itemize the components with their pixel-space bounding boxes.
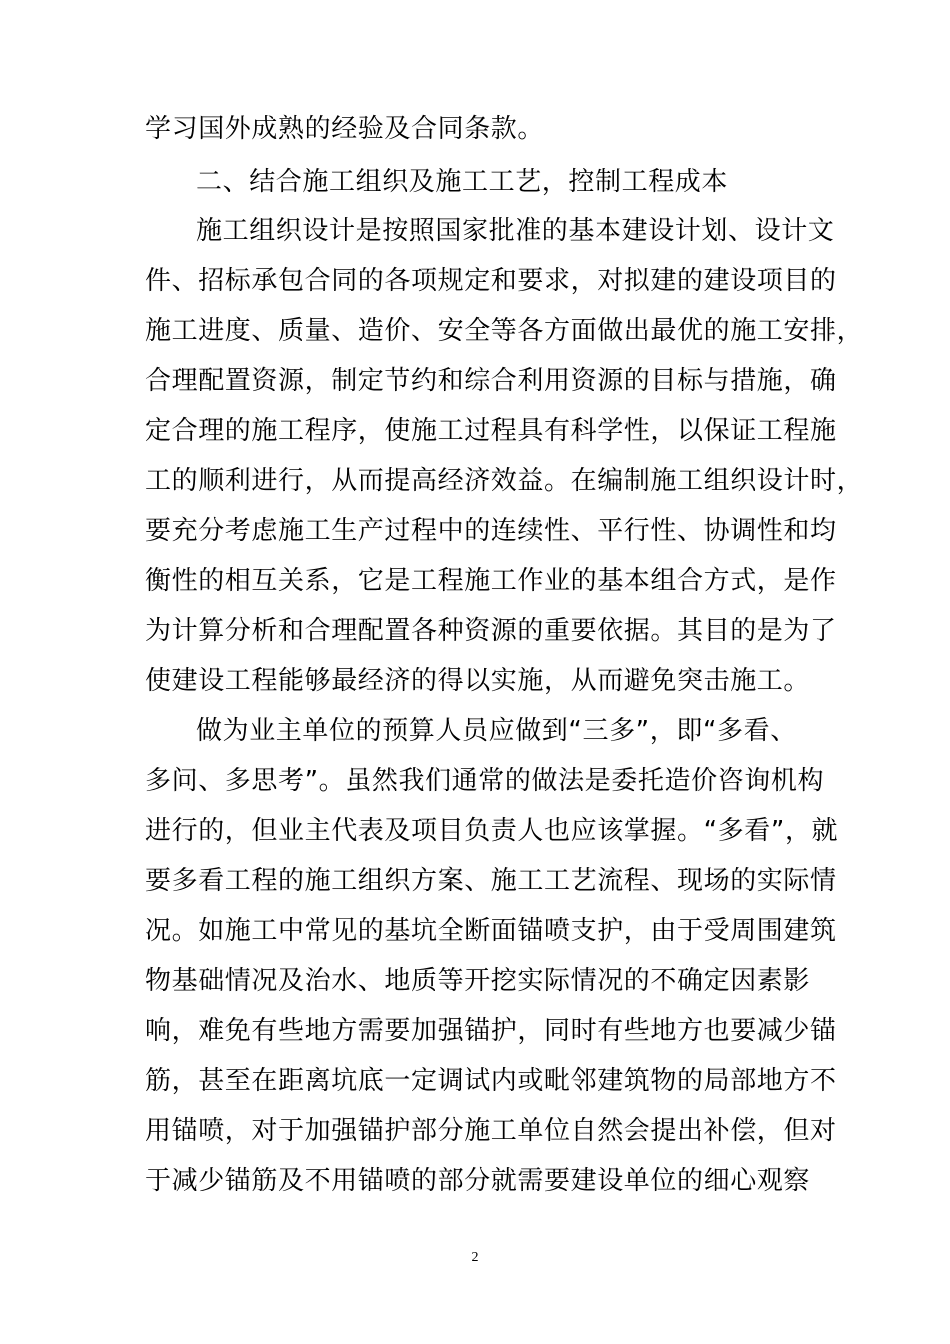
text-line: 件、招标承包合同的各项规定和要求，对拟建的建设项目的 xyxy=(145,266,837,296)
text-line: 为计算分析和合理配置各种资源的重要依据。其目的是为了 xyxy=(145,616,837,646)
text-line: 使建设工程能够最经济的得以实施，从而避免突击施工。 xyxy=(145,666,811,696)
text-line: 筋，甚至在距离坑底一定调试内或毗邻建筑物的局部地方不 xyxy=(145,1066,837,1096)
section-heading: 二、结合施工组织及施工工艺，控制工程成本 xyxy=(196,167,729,197)
text-line: 做为业主单位的预算人员应做到“三多”，即“多看、 xyxy=(196,716,797,746)
text-line: 于减少锚筋及不用锚喷的部分就需要建设单位的细心观察 xyxy=(145,1166,811,1196)
text-line: 施工进度、质量、造价、安全等各方面做出最优的施工安排， xyxy=(145,316,864,346)
text-line: 要多看工程的施工组织方案、施工工艺流程、现场的实际情 xyxy=(145,866,837,896)
text-line: 进行的，但业主代表及项目负责人也应该掌握。“多看”，就 xyxy=(145,816,839,846)
text-line: 衡性的相互关系，它是工程施工作业的基本组合方式，是作 xyxy=(145,566,837,596)
text-line: 况。如施工中常见的基坑全断面锚喷支护，由于受周围建筑 xyxy=(145,916,837,946)
text-line: 多问、多思考”。虽然我们通常的做法是委托造价咨询机构 xyxy=(145,766,825,796)
text-line: 施工组织设计是按照国家批准的基本建设计划、设计文 xyxy=(196,216,835,246)
text-line: 合理配置资源，制定节约和综合利用资源的目标与措施，确 xyxy=(145,366,837,396)
text-line: 要充分考虑施工生产过程中的连续性、平行性、协调性和均 xyxy=(145,516,837,546)
text-line: 学习国外成熟的经验及合同条款。 xyxy=(145,114,545,144)
page-number: 2 xyxy=(471,1250,479,1265)
text-line: 响，难免有些地方需要加强锚护，同时有些地方也要减少锚 xyxy=(145,1016,837,1046)
text-line: 工的顺利进行，从而提高经济效益。在编制施工组织设计时， xyxy=(145,466,864,496)
text-line: 物基础情况及治水、地质等开挖实际情况的不确定因素影 xyxy=(145,966,811,996)
text-line: 定合理的施工程序，使施工过程具有科学性，以保证工程施 xyxy=(145,416,837,446)
text-line: 用锚喷，对于加强锚护部分施工单位自然会提出补偿，但对 xyxy=(145,1116,837,1146)
